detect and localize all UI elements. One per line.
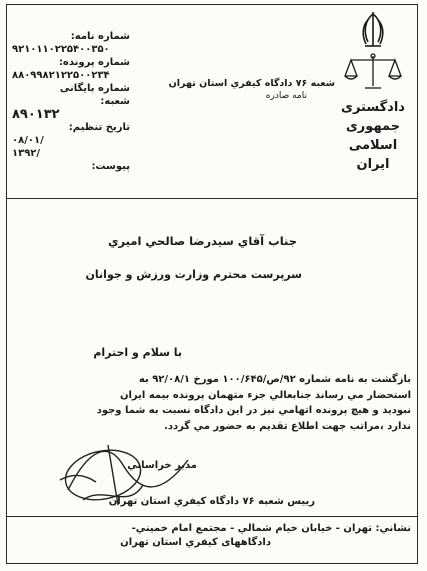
ministry-line-4: ایران: [356, 157, 390, 172]
address-line-1: نشاني: تهران - خيابان خيام شمالي - مجتمع امام خميني-: [131, 523, 411, 534]
ministry-name: [333, 98, 413, 174]
branch-value: ۸۹۰۱۳۲: [12, 107, 60, 122]
case-number-label: شماره پرونده:: [58, 57, 130, 68]
body-line-2: استحضار مي رساند جنابعالي جزء متهمان پرونده بيمه ايران: [119, 389, 411, 401]
body-line-1: بازگشت به نامه شماره ۹۲/ص/۱۰۰/۶۴۵ مورخ ۹۲/۰۸/۱ به: [138, 374, 411, 385]
letter-number-value: ۹۲۱۰۱۱۰۲۲۵۴۰۰۳۵۰: [12, 44, 110, 55]
header-divider: [6, 198, 418, 199]
addressee: جناب آقاي سيدرضا صالحي اميري: [107, 234, 297, 248]
greeting: با سلام و احترام: [93, 346, 182, 359]
body-line-3: نبوديد و هيچ پرونده اتهامي نيز در اين دادگاه نسبت به شما وجود: [96, 405, 411, 416]
letter-body: [11, 372, 411, 434]
iran-emblem-icon: [333, 10, 413, 50]
address-line-2: دادگاههای كيفري استان تهران: [120, 537, 271, 548]
signatory-position: رييس شعبه ۷۶ دادگاه كيفري استان تهران: [108, 496, 315, 507]
letter-meta: [12, 30, 130, 173]
court-name: شعبه ۷۶ دادگاه كيفري استان تهران: [168, 78, 335, 89]
letter-type: نامه صادره: [265, 91, 307, 101]
date-label: تاريخ تنظيم:: [68, 122, 130, 133]
addressee-title: سرپرست محترم وزارت ورزش و جوانان: [85, 268, 302, 281]
header-emblem-block: [333, 10, 413, 174]
body-line-4: ندارد ،مراتب جهت اطلاع تقديم به حضور مي گردد.: [164, 420, 411, 432]
ministry-line-1: دادگستری: [341, 100, 405, 115]
case-number-value: ۸۸۰۹۹۸۲۱۲۲۵۰۰۲۳۴: [12, 70, 110, 81]
attachment-label: پیوست:: [91, 161, 130, 172]
year-value: ۱۳۹۲/: [12, 148, 41, 159]
date-value: ۰۸/۰۱/: [12, 135, 44, 146]
letter-number-label: شماره نامه:: [70, 31, 130, 42]
footer-address: [21, 522, 411, 550]
archive-number-label: شماره بایگانی: [59, 83, 130, 94]
footer-divider: [6, 516, 418, 517]
ministry-line-2: جمهوری: [345, 119, 401, 134]
ministry-line-3: اسلامی: [348, 138, 398, 153]
court-heading: [135, 77, 335, 102]
signatory-title: مدير خراساني: [127, 460, 197, 471]
branch-label: شعبه:: [100, 96, 130, 107]
scales-of-justice-icon: [333, 52, 413, 92]
